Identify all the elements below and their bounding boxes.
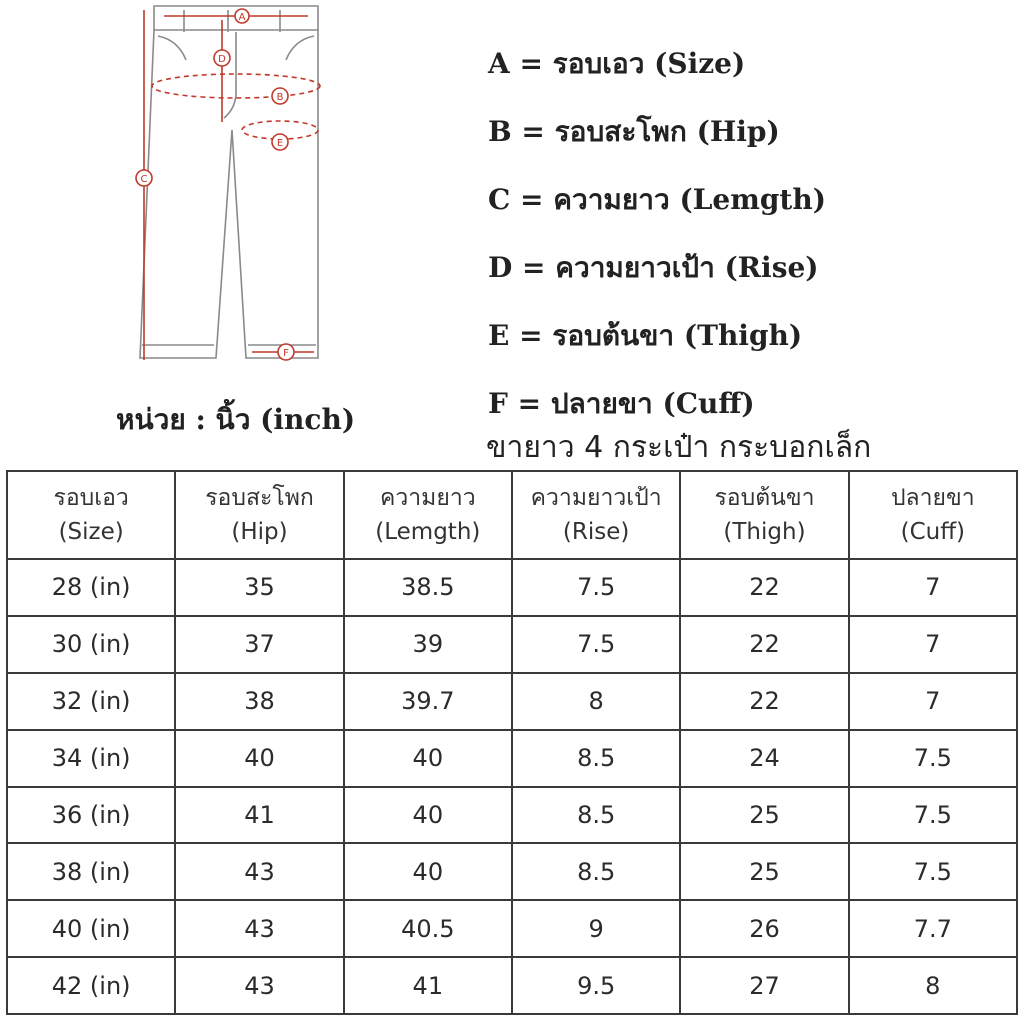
cell-length: 38.5 (344, 559, 512, 616)
measurement-lines (144, 10, 320, 360)
cell-size: 36 (in) (7, 787, 175, 844)
cell-thigh: 27 (680, 957, 848, 1014)
svg-text:D: D (218, 54, 226, 65)
unit-label: หน่วย : นิ้ว (inch) (116, 403, 356, 436)
cell-thigh: 24 (680, 730, 848, 787)
header-thigh: รอบต้นขา (Thigh) (680, 471, 848, 559)
cell-hip: 35 (175, 559, 343, 616)
cell-length: 39.7 (344, 673, 512, 730)
table-row (7, 559, 1017, 616)
cell-rise: 8.5 (512, 730, 680, 787)
cell-hip: 43 (175, 957, 343, 1014)
cell-rise: 8 (512, 673, 680, 730)
cell-length: 41 (344, 957, 512, 1014)
legend-e: E = รอบต้นขา (Thigh) (488, 319, 803, 352)
svg-text:E: E (276, 138, 284, 149)
cell-size: 30 (in) (7, 616, 175, 673)
header-size: รอบเอว (Size) (7, 471, 175, 559)
table-row (7, 730, 1017, 787)
cell-cuff: 8 (849, 957, 1017, 1014)
cell-thigh: 26 (680, 900, 848, 957)
cell-thigh: 22 (680, 559, 848, 616)
cell-hip: 43 (175, 843, 343, 900)
pants-diagram (128, 0, 328, 372)
cell-thigh: 22 (680, 616, 848, 673)
svg-text:F: F (283, 348, 289, 359)
marker-a (235, 9, 249, 23)
cell-size: 40 (in) (7, 900, 175, 957)
table-row (7, 673, 1017, 730)
svg-text:A: A (238, 12, 246, 23)
table-header-row (7, 471, 1017, 559)
cell-size: 34 (in) (7, 730, 175, 787)
cell-size: 42 (in) (7, 957, 175, 1014)
cell-hip: 43 (175, 900, 343, 957)
table-row (7, 787, 1017, 844)
marker-f (278, 344, 294, 360)
cell-length: 40 (344, 843, 512, 900)
cell-cuff: 7.5 (849, 843, 1017, 900)
legend-f: F = ปลายขา (Cuff) (488, 387, 755, 420)
cell-cuff: 7.5 (849, 730, 1017, 787)
cell-cuff: 7 (849, 616, 1017, 673)
cell-rise: 8.5 (512, 843, 680, 900)
cell-thigh: 25 (680, 787, 848, 844)
svg-text:B: B (276, 92, 284, 103)
cell-size: 38 (in) (7, 843, 175, 900)
cell-length: 39 (344, 616, 512, 673)
svg-text:C: C (140, 174, 148, 185)
table-row (7, 843, 1017, 900)
cell-hip: 40 (175, 730, 343, 787)
cell-rise: 9 (512, 900, 680, 957)
cell-cuff: 7.5 (849, 787, 1017, 844)
cell-thigh: 25 (680, 843, 848, 900)
table-row (7, 900, 1017, 957)
legend-a: A = รอบเอว (Size) (488, 47, 746, 80)
header-hip: รอบสะโพก (Hip) (175, 471, 343, 559)
legend-b: B = รอบสะโพก (Hip) (488, 115, 780, 148)
product-subtitle: ขายาว 4 กระเป๋า กระบอกเล็ก (486, 430, 872, 465)
cell-length: 40 (344, 787, 512, 844)
cell-rise: 9.5 (512, 957, 680, 1014)
cell-cuff: 7.7 (849, 900, 1017, 957)
cell-hip: 37 (175, 616, 343, 673)
cell-rise: 7.5 (512, 559, 680, 616)
cell-size: 28 (in) (7, 559, 175, 616)
header-rise: ความยาวเป้า (Rise) (512, 471, 680, 559)
legend-d: D = ความยาวเป้า (Rise) (488, 251, 819, 284)
cell-cuff: 7 (849, 673, 1017, 730)
header-cuff: ปลายขา (Cuff) (849, 471, 1017, 559)
marker-b (272, 88, 288, 104)
cell-cuff: 7 (849, 559, 1017, 616)
cell-length: 40 (344, 730, 512, 787)
cell-length: 40.5 (344, 900, 512, 957)
cell-hip: 38 (175, 673, 343, 730)
header-length: ความยาว (Lemgth) (344, 471, 512, 559)
cell-rise: 8.5 (512, 787, 680, 844)
cell-size: 32 (in) (7, 673, 175, 730)
legend-c: C = ความยาว (Lemgth) (488, 183, 826, 216)
measurement-legend (488, 30, 1008, 438)
table-row (7, 957, 1017, 1014)
cell-hip: 41 (175, 787, 343, 844)
table-row (7, 616, 1017, 673)
cell-rise: 7.5 (512, 616, 680, 673)
cell-thigh: 22 (680, 673, 848, 730)
marker-d (214, 50, 230, 66)
marker-c (136, 170, 152, 186)
size-chart-table (6, 470, 1018, 1015)
marker-e (272, 134, 288, 150)
